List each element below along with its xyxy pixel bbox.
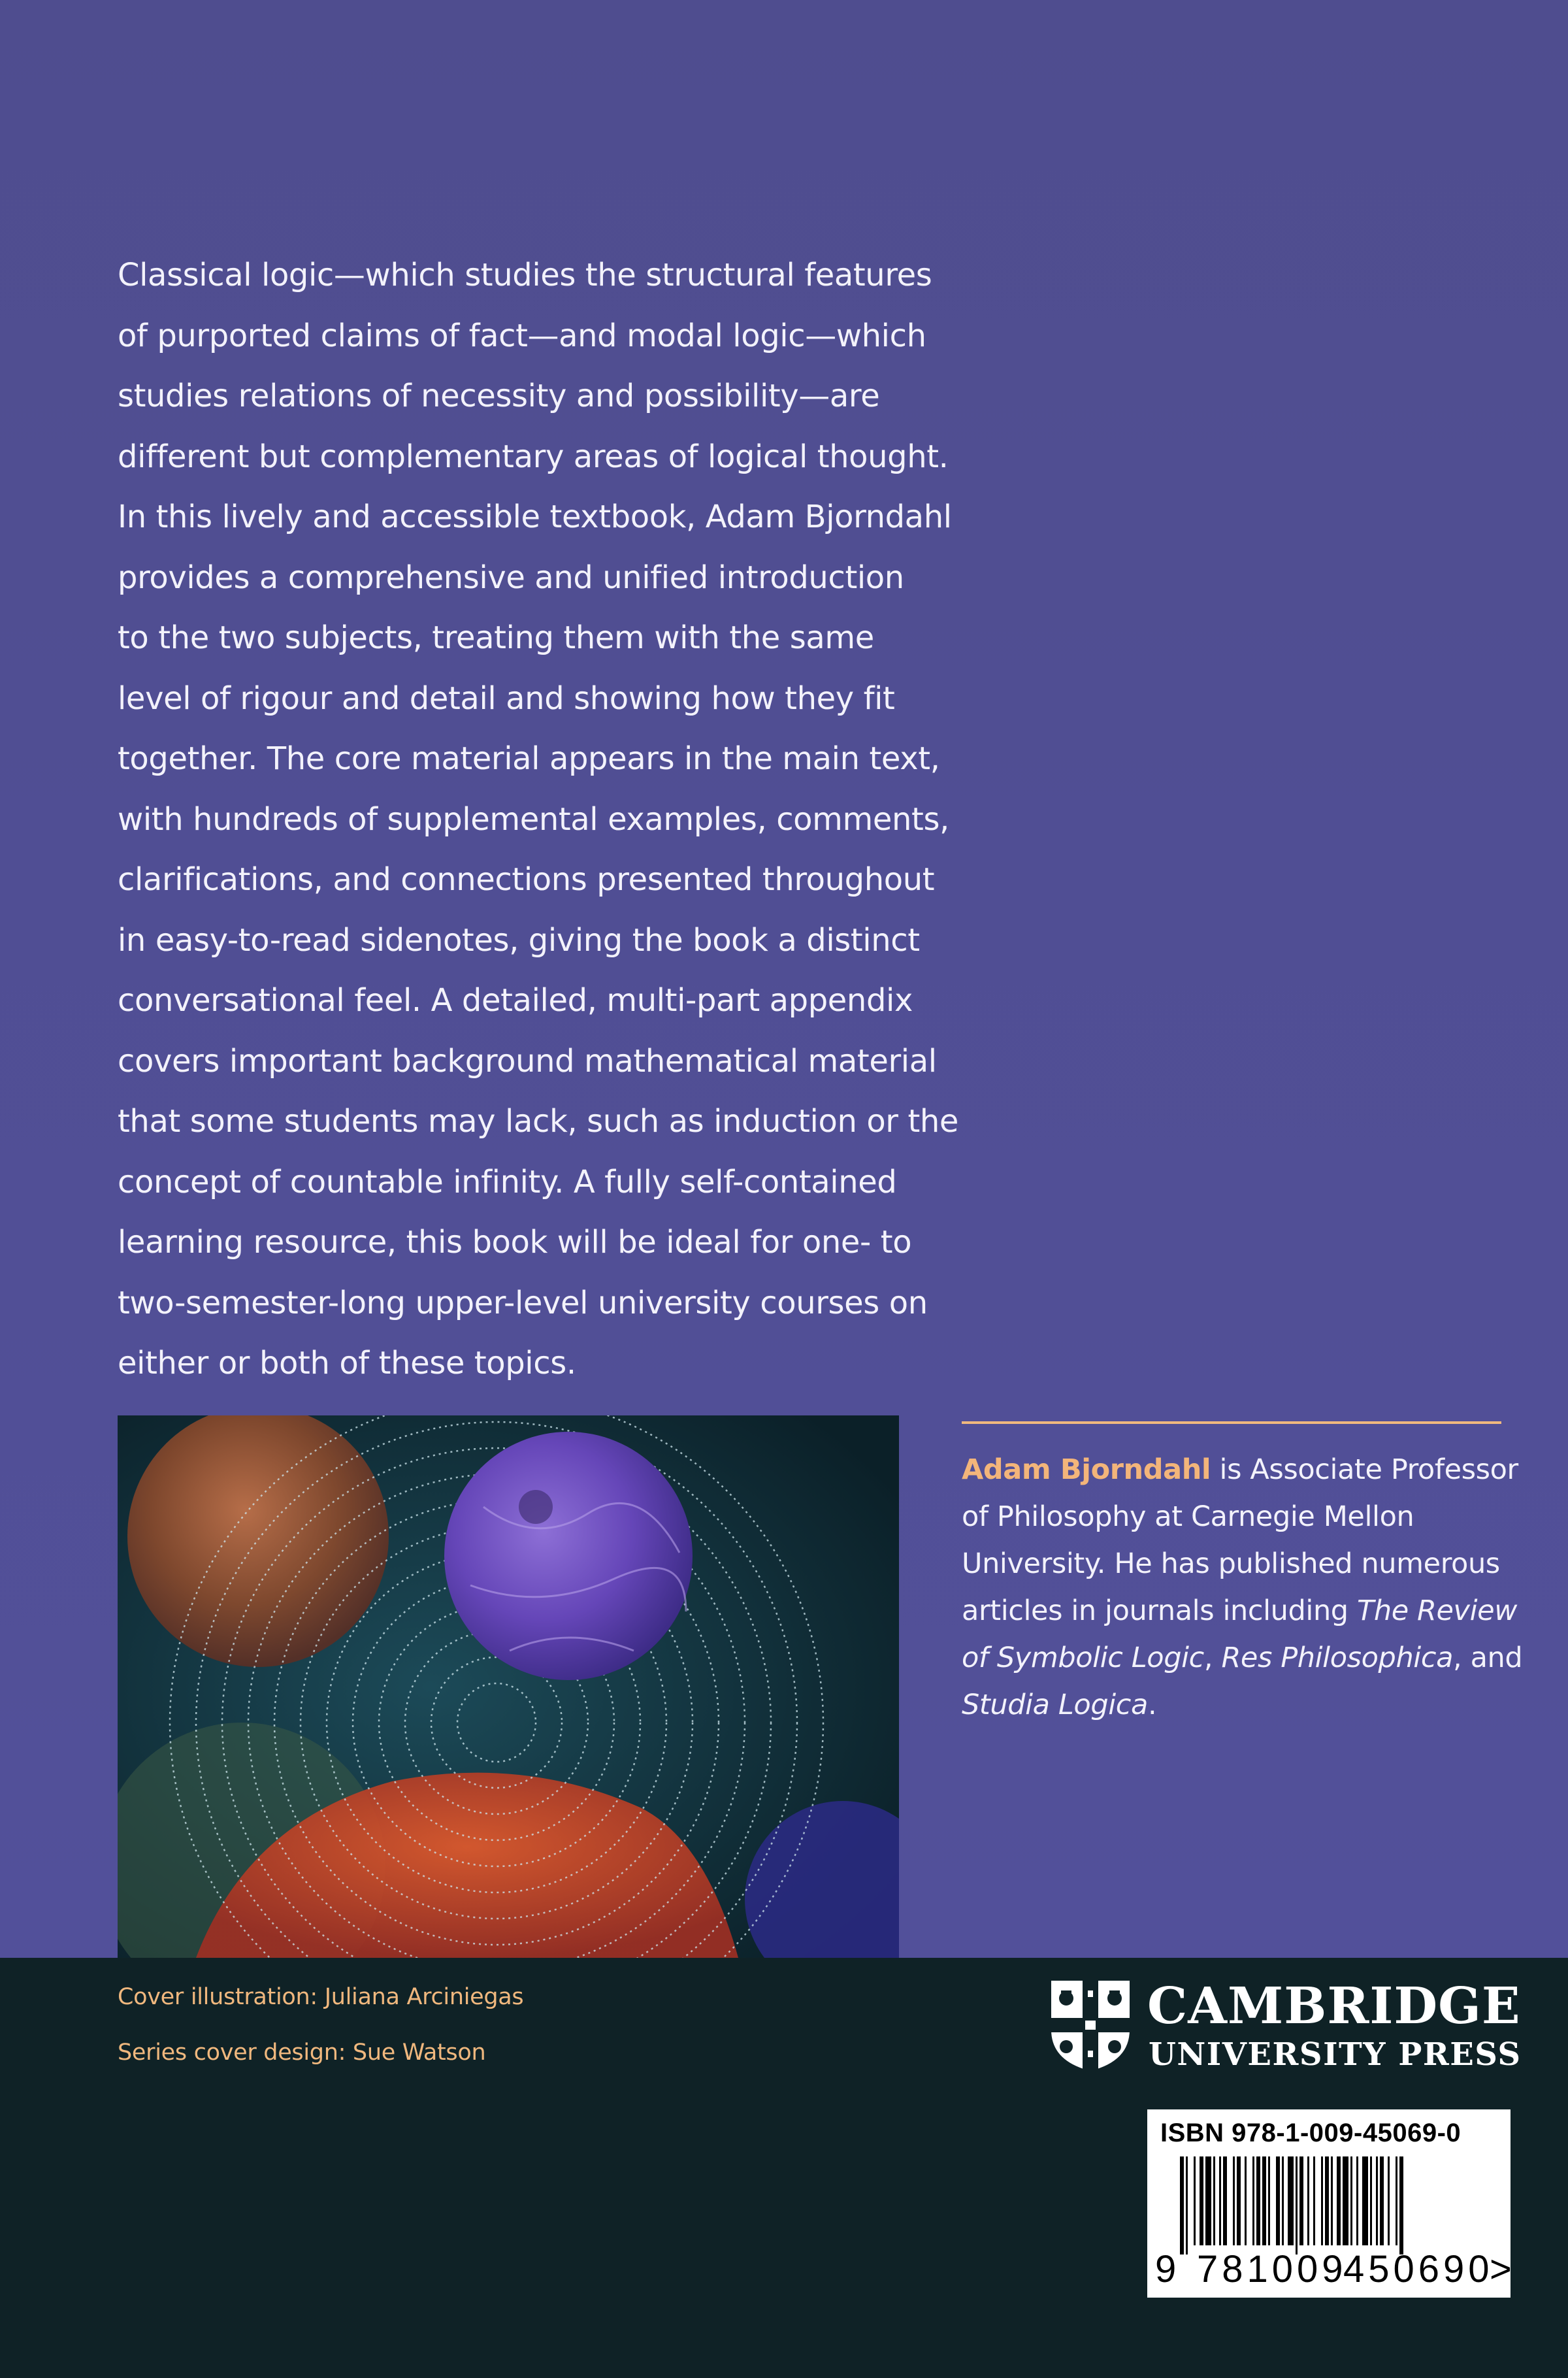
barcode-bar [1186, 2156, 1188, 2254]
author-name: Adam Bjorndahl [962, 1453, 1211, 1486]
separator: , [1203, 1642, 1222, 1674]
barcode-bar [1200, 2156, 1203, 2245]
barcode-bar [1219, 2156, 1221, 2245]
journal-title: The Review [1356, 1594, 1517, 1627]
barcode-bar [1268, 2156, 1270, 2245]
barcode-bar [1262, 2156, 1266, 2245]
description-line: either or both of these topics. [118, 1345, 576, 1381]
barcode-bar [1331, 2156, 1333, 2245]
cover-illustration [118, 1415, 899, 1958]
illustration-credit: Cover illustration: Juliana Arciniegas [118, 1984, 524, 2010]
author-bio-line [962, 1446, 1537, 1493]
barcode-bar [1350, 2156, 1352, 2245]
design-credit: Series cover design: Sue Watson [118, 2039, 486, 2066]
author-divider [962, 1421, 1501, 1424]
description-line: concept of countable infinity. A fully self-contained [118, 1163, 897, 1200]
barcode-bar [1245, 2156, 1247, 2245]
barcode-bar [1356, 2156, 1358, 2245]
publisher-name: CAMBRIDGE [1147, 1977, 1521, 2036]
barcode-bar [1380, 2156, 1384, 2245]
barcode-bar [1321, 2156, 1323, 2245]
description-line: In this lively and accessible textbook, Adam Bjorndahl [118, 499, 952, 535]
barcode-bar [1194, 2156, 1196, 2245]
barcode-bar [1223, 2156, 1227, 2245]
separator: , and [1453, 1642, 1523, 1674]
barcode-bar [1325, 2156, 1329, 2245]
barcode-bar [1205, 2156, 1211, 2245]
barcode-bar [1276, 2156, 1280, 2245]
barcode-bar [1299, 2156, 1303, 2245]
publisher-subtitle: UNIVERSITY PRESS [1149, 2036, 1522, 2073]
description-line: of purported claims of fact—and modal logic—which [118, 317, 926, 354]
barcode-bar [1180, 2156, 1184, 2254]
separator: . [1147, 1689, 1157, 1721]
barcode-digits-right: 450690 [1343, 2248, 1494, 2290]
barcode-arrow: > [1490, 2248, 1512, 2290]
journal-title: of Symbolic Logic [962, 1642, 1204, 1674]
barcode-bar [1233, 2156, 1235, 2245]
university-crest-icon [1049, 1979, 1132, 2073]
description-line: Classical logic—which studies the structural features [118, 257, 932, 293]
barcode-bar [1313, 2156, 1315, 2245]
illustration-artwork [118, 1415, 899, 1958]
barcode-bar [1296, 2156, 1298, 2254]
description-line: clarifications, and connections presented throughout [118, 861, 935, 898]
barcode-bar [1396, 2156, 1397, 2245]
isbn-label: ISBN 978-1-009-45069-0 [1160, 2119, 1462, 2147]
barcode-bar [1343, 2156, 1348, 2245]
isbn-barcode [1147, 2109, 1511, 2298]
barcode-bar [1307, 2156, 1309, 2245]
description-line: provides a comprehensive and unified introduction [118, 559, 904, 596]
description-line: in easy-to-read sidenotes, giving the book a distinct [118, 921, 920, 959]
description-line: learning resource, this book will be ideal for one- to [118, 1224, 912, 1261]
barcode-bar [1370, 2156, 1372, 2245]
barcode-bar [1362, 2156, 1368, 2245]
author-bio [962, 1446, 1537, 1728]
description-line: together. The core material appears in the main text, [118, 740, 940, 777]
description-line: with hundreds of supplemental examples, comments, [118, 801, 949, 838]
journal-title: Res Philosophica [1221, 1642, 1454, 1674]
barcode-bar [1337, 2156, 1341, 2245]
barcode-bar [1237, 2156, 1241, 2245]
author-bio-line [962, 1634, 1537, 1681]
description-line: two-semester-long upper-level university courses on [118, 1284, 928, 1321]
author-bio-line [962, 1587, 1537, 1634]
author-bio-text: articles in journals including [962, 1594, 1357, 1627]
barcode-bar [1213, 2156, 1215, 2245]
description-line: conversational feel. A detailed, multi-part appendix [118, 982, 913, 1019]
journal-title: Studia Logica [962, 1689, 1148, 1721]
description-line: studies relations of necessity and possibility—are [118, 378, 880, 414]
barcode-digits [1147, 2247, 1511, 2292]
barcode-bar [1288, 2156, 1294, 2245]
author-bio-line [962, 1681, 1537, 1728]
author-bio-text: is Associate Professor [1211, 1453, 1518, 1486]
author-bio-line: University. He has published numerous [962, 1547, 1500, 1580]
description-line: level of rigour and detail and showing how they fit [118, 680, 895, 717]
barcode-bar [1256, 2156, 1260, 2245]
barcode-digit-first: 9 [1155, 2248, 1177, 2290]
description-line: to the two subjects, treating them with the same [118, 619, 874, 656]
barcode-bar [1376, 2156, 1378, 2245]
description-line: covers important background mathematical material [118, 1042, 937, 1080]
book-description [118, 245, 959, 1394]
publisher-logo [1049, 1979, 1520, 2077]
barcode-bar [1388, 2156, 1390, 2245]
barcode-bar [1399, 2156, 1403, 2254]
barcode-bar [1282, 2156, 1284, 2245]
description-line: that some students may lack, such as induction or the [118, 1103, 959, 1140]
author-bio-line: of Philosophy at Carnegie Mellon [962, 1500, 1414, 1533]
barcode-bar [1252, 2156, 1254, 2245]
barcode-digits-left: 781009 [1197, 2248, 1347, 2290]
description-line: different but complementary areas of logical thought. [118, 438, 949, 475]
